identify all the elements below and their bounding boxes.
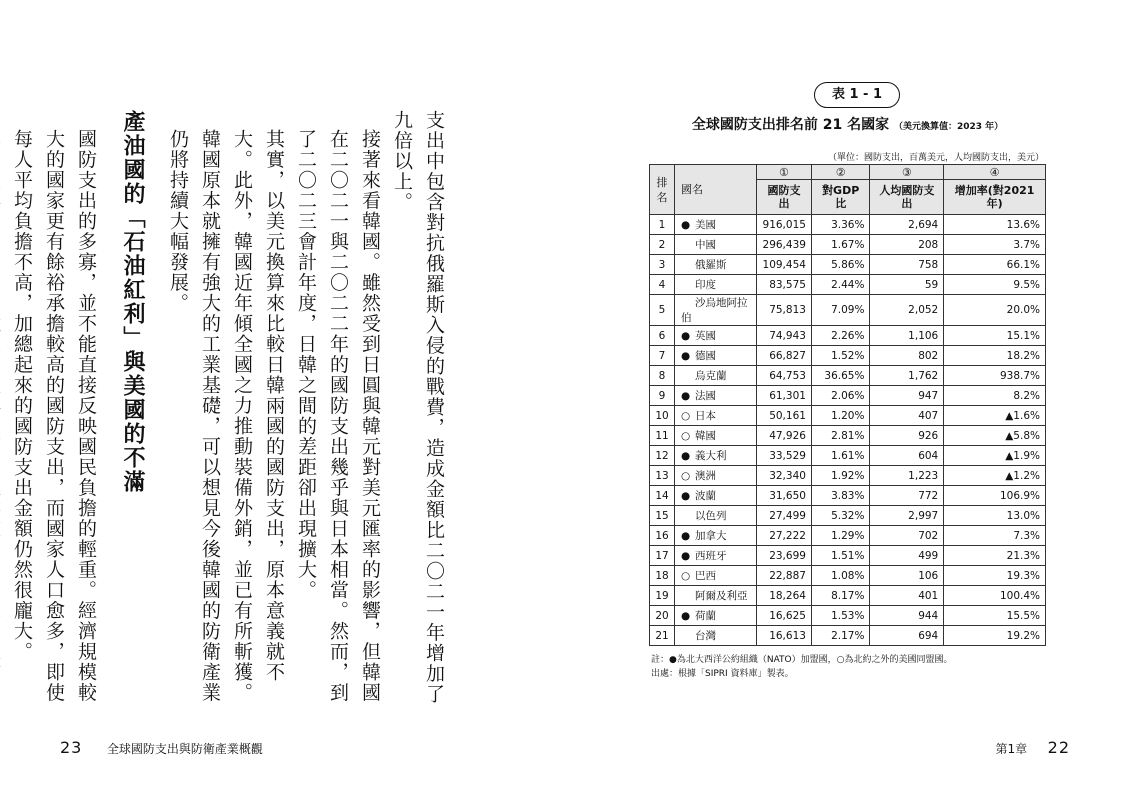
col-number: ① (757, 165, 812, 180)
gdp-cell: 1.53% (811, 606, 870, 626)
percap-cell: 802 (870, 346, 944, 366)
country-cell (675, 626, 757, 646)
spend-cell: 74,943 (757, 326, 812, 346)
spend-cell: 66,827 (757, 346, 812, 366)
rank-cell: 14 (650, 486, 675, 506)
spend-cell: 61,301 (757, 386, 812, 406)
country-name: 中國 (695, 239, 716, 251)
country-name: 俄羅斯 (695, 259, 727, 271)
alliance-mark: ○ (681, 410, 691, 422)
gdp-cell: 3.83% (811, 486, 870, 506)
spend-cell: 296,439 (757, 235, 812, 255)
growth-cell: ▲1.9% (944, 446, 1046, 466)
country-cell (675, 526, 757, 546)
percap-cell: 758 (870, 255, 944, 275)
table-row (650, 326, 1046, 346)
growth-cell: 13.6% (944, 215, 1046, 235)
spend-cell: 916,015 (757, 215, 812, 235)
table-row (650, 295, 1046, 326)
country-cell (675, 466, 757, 486)
percap-cell: 401 (870, 586, 944, 606)
alliance-mark: ● (681, 530, 691, 542)
section-heading: 產油國的「石油紅利」與美國的不滿 (120, 110, 145, 494)
growth-cell: ▲5.8% (944, 426, 1046, 446)
growth-cell: 18.2% (944, 346, 1046, 366)
rank-cell: 18 (650, 566, 675, 586)
growth-cell: 15.5% (944, 606, 1046, 626)
country-cell (675, 235, 757, 255)
col-header-spend: 國防支出 (757, 180, 812, 215)
rank-cell: 15 (650, 506, 675, 526)
paragraph: 接著來看韓國。雖然受到日圓與韓元對美元匯率的影響，但韓國在二〇二一與二〇二二年的國防支出幾乎與日本相當。然而，到了二〇二三會計年度，日韓之間的差距卻出現擴大。 (295, 129, 381, 703)
table-row (650, 586, 1046, 606)
rank-header: 排 名 (650, 165, 675, 215)
rank-cell: 3 (650, 255, 675, 275)
gdp-cell: 3.36% (811, 215, 870, 235)
country-cell (675, 346, 757, 366)
alliance-mark: ● (681, 450, 691, 462)
country-name: 荷蘭 (695, 610, 716, 622)
paragraph: 其實，以美元換算來比較日韓兩國的國防支出，原本意義就不大。此外，韓國近年傾全國之力推動裝備外銷，並已有所斬獲。韓國原本就擁有強大的工業基礎，可以想見今後韓國的防衛產業仍將持續大幅發展。 (167, 129, 285, 703)
col-header-growth: 增加率(對2021年) (944, 180, 1046, 215)
rank-cell: 1 (650, 215, 675, 235)
table-row (650, 506, 1046, 526)
percap-cell: 702 (870, 526, 944, 546)
gdp-cell: 1.29% (811, 526, 870, 546)
table-title-main: 全球國防支出排名前 21 名國家 (691, 117, 890, 133)
growth-cell: 8.2% (944, 386, 1046, 406)
rank-cell: 16 (650, 526, 675, 546)
gdp-cell: 1.08% (811, 566, 870, 586)
country-cell (675, 486, 757, 506)
table-row (650, 526, 1046, 546)
spend-cell: 16,613 (757, 626, 812, 646)
rank-cell: 12 (650, 446, 675, 466)
table-row (650, 346, 1046, 366)
table-row (650, 466, 1046, 486)
running-head: 全球國防支出與防衛產業概觀 (106, 742, 263, 756)
growth-cell: 66.1% (944, 255, 1046, 275)
rank-cell: 7 (650, 346, 675, 366)
rank-cell: 11 (650, 426, 675, 446)
gdp-cell: 2.17% (811, 626, 870, 646)
table-row (650, 255, 1046, 275)
growth-cell: 19.2% (944, 626, 1046, 646)
footer-left (60, 738, 263, 757)
rank-cell: 6 (650, 326, 675, 346)
growth-cell: 3.7% (944, 235, 1046, 255)
alliance-mark: ○ (681, 470, 691, 482)
country-cell (675, 386, 757, 406)
percap-cell: 944 (870, 606, 944, 626)
growth-cell: 20.0% (944, 295, 1046, 326)
spend-cell: 109,454 (757, 255, 812, 275)
country-cell (675, 326, 757, 346)
alliance-mark: ● (681, 390, 691, 402)
percap-cell: 1,223 (870, 466, 944, 486)
percap-cell: 947 (870, 386, 944, 406)
alliance-mark: ● (681, 550, 691, 562)
col-number: ③ (870, 165, 944, 180)
spend-cell: 22,887 (757, 566, 812, 586)
table-label: 表 1 - 1 (814, 82, 900, 108)
gdp-cell: 5.32% (811, 506, 870, 526)
country-name: 韓國 (695, 430, 716, 442)
rank-cell: 17 (650, 546, 675, 566)
table-title-sub: （美元換算值：2023 年） (893, 122, 1004, 132)
paragraph: 支出中包含對抗俄羅斯入侵的戰費，造成金額比二〇二一年增加了九倍以上。 (391, 110, 445, 705)
table-row (650, 566, 1046, 586)
rank-cell: 10 (650, 406, 675, 426)
country-name: 印度 (695, 279, 716, 291)
table-row (650, 215, 1046, 235)
country-name: 以色列 (695, 510, 727, 522)
growth-cell: ▲1.6% (944, 406, 1046, 426)
spend-cell: 27,499 (757, 506, 812, 526)
spend-cell: 64,753 (757, 366, 812, 386)
alliance-mark: ○ (681, 570, 691, 582)
percap-cell: 694 (870, 626, 944, 646)
country-cell (675, 606, 757, 626)
table-row (650, 235, 1046, 255)
percap-cell: 2,694 (870, 215, 944, 235)
rank-cell: 2 (650, 235, 675, 255)
percap-cell: 208 (870, 235, 944, 255)
percap-cell: 59 (870, 275, 944, 295)
country-cell (675, 295, 757, 326)
paragraph (0, 110, 6, 710)
growth-cell: ▲1.2% (944, 466, 1046, 486)
percap-cell: 499 (870, 546, 944, 566)
rank-cell: 9 (650, 386, 675, 406)
spend-cell: 18,264 (757, 586, 812, 606)
table-row (650, 546, 1046, 566)
country-header: 國名 (675, 165, 757, 215)
spend-cell: 33,529 (757, 446, 812, 466)
gdp-cell: 1.20% (811, 406, 870, 426)
gdp-cell: 1.52% (811, 346, 870, 366)
country-cell (675, 275, 757, 295)
alliance-mark: ○ (681, 430, 691, 442)
percap-cell: 1,762 (870, 366, 944, 386)
table-row (650, 275, 1046, 295)
gdp-cell: 2.44% (811, 275, 870, 295)
percap-cell: 1,106 (870, 326, 944, 346)
alliance-mark: ● (681, 219, 691, 231)
growth-cell: 21.3% (944, 546, 1046, 566)
alliance-mark: ● (681, 330, 691, 342)
country-name: 法國 (695, 390, 716, 402)
paragraph: 國防支出的多寡，並不能直接反映國民負擔的輕重。經濟規模較大的國家更有餘裕承擔較高的國防支出，而國家人口愈多，即使每人平均負擔不高，加總起來的國防支出金額仍然很龐大。 (11, 129, 97, 703)
country-name: 烏克蘭 (695, 370, 727, 382)
table-row (650, 426, 1046, 446)
table-row (650, 366, 1046, 386)
country-name: 沙烏地阿拉伯 (681, 297, 748, 324)
gdp-cell: 5.86% (811, 255, 870, 275)
page-number: 23 (60, 738, 83, 757)
col-header-percap: 人均國防支出 (870, 180, 944, 215)
percap-cell: 407 (870, 406, 944, 426)
gdp-cell: 1.92% (811, 466, 870, 486)
gdp-cell: 1.51% (811, 546, 870, 566)
chapter-label: 第1章 (995, 742, 1028, 756)
growth-cell: 15.1% (944, 326, 1046, 346)
country-cell (675, 366, 757, 386)
rank-cell: 13 (650, 466, 675, 486)
country-name: 澳洲 (695, 470, 716, 482)
gdp-cell: 2.06% (811, 386, 870, 406)
defense-spending-table (649, 164, 1046, 646)
unit-note: （單位：國防支出，百萬美元，人均國防支出，美元） (827, 153, 1044, 163)
growth-cell: 19.3% (944, 566, 1046, 586)
rank-cell: 19 (650, 586, 675, 606)
country-name: 加拿大 (695, 530, 727, 542)
country-cell (675, 446, 757, 466)
growth-cell: 9.5% (944, 275, 1046, 295)
spend-cell: 32,340 (757, 466, 812, 486)
col-number: ② (811, 165, 870, 180)
rank-cell: 4 (650, 275, 675, 295)
table-row (650, 606, 1046, 626)
col-header-gdp: 對GDP比 (811, 180, 870, 215)
country-cell (675, 406, 757, 426)
percap-cell: 2,997 (870, 506, 944, 526)
gdp-cell: 8.17% (811, 586, 870, 606)
gdp-cell: 2.81% (811, 426, 870, 446)
percap-cell: 2,052 (870, 295, 944, 326)
spend-cell: 23,699 (757, 546, 812, 566)
gdp-cell: 1.61% (811, 446, 870, 466)
country-name: 美國 (695, 219, 716, 231)
gdp-cell: 7.09% (811, 295, 870, 326)
table-row (650, 446, 1046, 466)
gdp-cell: 36.65% (811, 366, 870, 386)
country-cell (675, 566, 757, 586)
country-cell (675, 426, 757, 446)
rank-cell: 8 (650, 366, 675, 386)
country-name: 台灣 (695, 630, 716, 642)
rank-cell: 21 (650, 626, 675, 646)
country-name: 義大利 (695, 450, 727, 462)
table-row (650, 486, 1046, 506)
spend-cell: 83,575 (757, 275, 812, 295)
percap-cell: 106 (870, 566, 944, 586)
country-cell (675, 586, 757, 606)
page-number: 22 (1047, 738, 1070, 757)
country-name: 日本 (695, 410, 716, 422)
gdp-cell: 2.26% (811, 326, 870, 346)
country-name: 西班牙 (695, 550, 727, 562)
growth-cell: 106.9% (944, 486, 1046, 506)
alliance-mark: ● (681, 490, 691, 502)
spend-cell: 75,813 (757, 295, 812, 326)
percap-cell: 772 (870, 486, 944, 506)
spend-cell: 16,625 (757, 606, 812, 626)
alliance-mark: ● (681, 610, 691, 622)
alliance-mark: ● (681, 350, 691, 362)
body-text-vertical (0, 110, 450, 710)
country-name: 德國 (695, 350, 716, 362)
country-cell (675, 506, 757, 526)
rank-cell: 5 (650, 295, 675, 326)
footer-right (996, 738, 1070, 757)
country-name: 巴西 (695, 570, 716, 582)
growth-cell: 938.7% (944, 366, 1046, 386)
spend-cell: 47,926 (757, 426, 812, 446)
percap-cell: 926 (870, 426, 944, 446)
spend-cell: 50,161 (757, 406, 812, 426)
country-cell (675, 215, 757, 235)
percap-cell: 604 (870, 446, 944, 466)
col-number: ④ (944, 165, 1046, 180)
growth-cell: 100.4% (944, 586, 1046, 606)
source-text: 出處：根據「SIPRI 資料庫」製表。 (651, 669, 794, 679)
gdp-cell: 1.67% (811, 235, 870, 255)
country-name: 波蘭 (695, 490, 716, 502)
country-cell (675, 546, 757, 566)
rank-cell: 20 (650, 606, 675, 626)
note-text: 註：●為北大西洋公約組織（NATO）加盟國，○為北約之外的美國同盟國。 (651, 655, 953, 665)
country-name: 阿爾及利亞 (695, 590, 748, 602)
spend-cell: 27,222 (757, 526, 812, 546)
country-cell (675, 255, 757, 275)
growth-cell: 7.3% (944, 526, 1046, 546)
table-row (650, 406, 1046, 426)
table-row (650, 386, 1046, 406)
table-notes (651, 653, 952, 681)
table-title (655, 114, 1040, 134)
spend-cell: 31,650 (757, 486, 812, 506)
table-row (650, 626, 1046, 646)
growth-cell: 13.0% (944, 506, 1046, 526)
country-name: 英國 (695, 330, 716, 342)
